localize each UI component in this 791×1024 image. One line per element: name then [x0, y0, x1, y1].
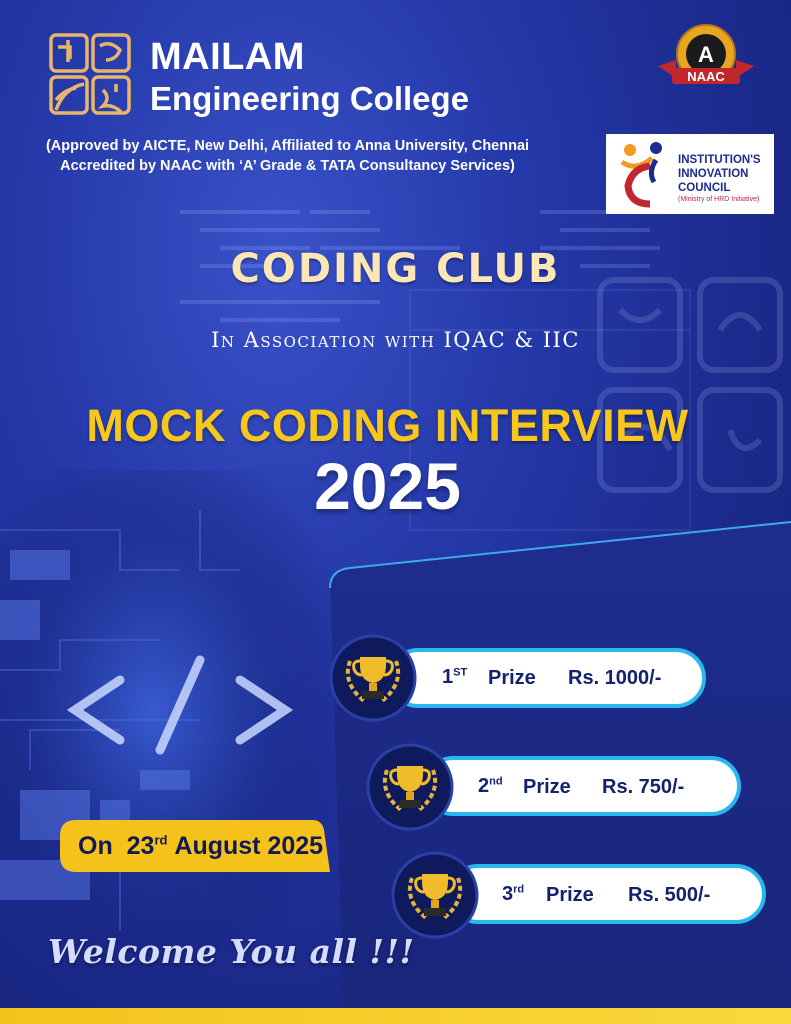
- prize-row-2: [423, 756, 741, 816]
- footer-bar: [0, 1008, 791, 1024]
- prize-amount: Rs. 750/-: [602, 776, 685, 798]
- event-date: On 23rd August 2025: [78, 832, 324, 860]
- trophy-icon: [365, 742, 455, 832]
- iic-title-line: INNOVATION: [678, 168, 749, 180]
- prize-amount: Rs. 1000/-: [568, 667, 662, 689]
- association-text: In Association with IQAC & IIC: [211, 328, 580, 352]
- iic-logo-icon: [616, 140, 674, 208]
- event-year: 2025: [314, 449, 461, 523]
- naac-badge-icon: [654, 22, 758, 98]
- naac-label: NAAC: [687, 69, 725, 84]
- college-name: MAILAM: [150, 36, 305, 78]
- trophy-icon: [390, 850, 480, 940]
- code-brackets-icon: [60, 650, 300, 760]
- trophy-icon: [328, 633, 418, 723]
- iic-subtitle: (Ministry of HRD Initiative): [678, 196, 760, 203]
- affiliation-text: (Approved by AICTE, New Delhi, Affiliated to Anna University, Chennai: [45, 138, 530, 154]
- prize-label: Prize: [523, 776, 571, 798]
- iic-logo: [606, 134, 774, 214]
- college-name-subtitle: Engineering College: [150, 80, 470, 117]
- prize-rank: 3rd: [502, 883, 525, 905]
- iic-title-line: COUNCIL: [678, 182, 731, 194]
- prize-rank: 1ST: [442, 666, 468, 688]
- club-title: CODING CLUB: [230, 246, 561, 292]
- iic-title-line: INSTITUTION'S: [678, 154, 761, 166]
- prize-rank: 2nd: [478, 775, 503, 797]
- prize-label: Prize: [488, 667, 536, 689]
- event-title: MOCK CODING INTERVIEW: [86, 400, 689, 451]
- prize-label: Prize: [546, 884, 594, 906]
- college-logo-icon: [48, 32, 132, 116]
- accreditation-text: Accredited by NAAC with ‘A’ Grade & TATA Consultancy Services): [60, 158, 515, 174]
- welcome-message: Welcome You all !!!: [48, 932, 415, 971]
- naac-grade: A: [698, 42, 714, 67]
- prize-row-3: [448, 864, 766, 924]
- prize-amount: Rs. 500/-: [628, 884, 711, 906]
